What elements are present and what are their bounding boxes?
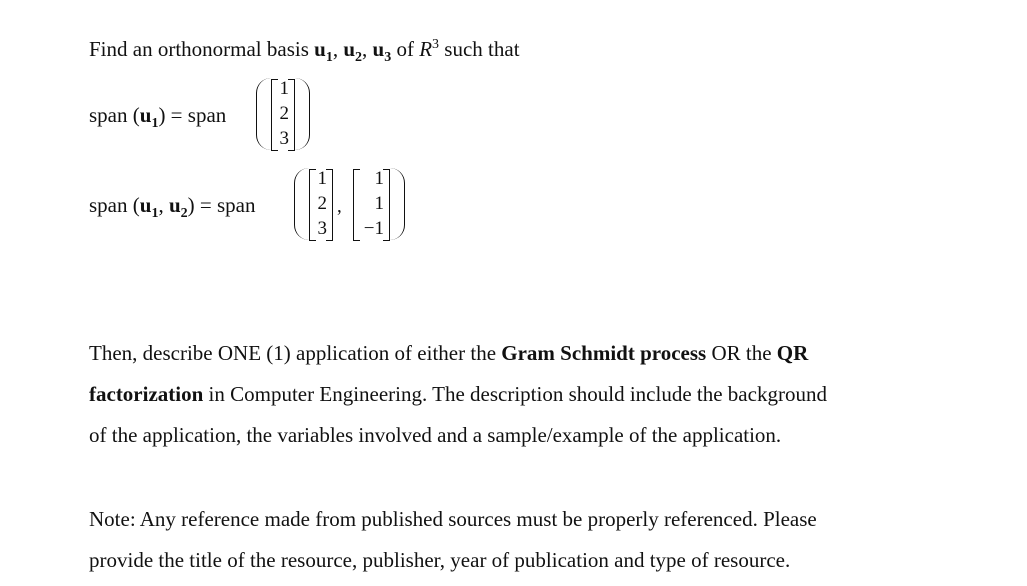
comma: , [337,196,342,217]
vector-u1: u [139,193,152,217]
paragraph-line [89,333,949,374]
separator: , [362,37,373,61]
question-text: such that [439,37,520,61]
right-bracket [326,169,333,241]
separator: , [332,37,344,61]
space-symbol: R [419,37,433,61]
equation-span-u1-u2 [89,166,489,246]
paragraph-text: in Computer Engineering. The description should include the background [203,382,827,406]
lhs-text: ) = span [187,193,256,217]
paragraph-line: provide the title of the resource, publisher, year of publication and type of resource. [89,548,791,572]
vector-u2: u [343,37,356,61]
emphasis-text: factorization [89,382,204,406]
lhs-text: ) = span [158,103,227,127]
paragraph-line: Note: Any reference made from published sources must be properly referenced. Please [89,507,817,531]
emphasis-text: Gram Schmidt process [501,341,707,365]
lhs-text: span ( [89,103,140,127]
vector-u2-subscript: 2 [355,50,363,65]
matrix-cell: 1 [374,168,384,189]
paragraph-line [89,374,949,415]
vector-u3-subscript: 3 [384,50,392,65]
matrix-cell: 2 [279,103,289,124]
vector-u1-subscript: 1 [325,50,333,65]
equation-lhs [89,193,256,221]
matrix-cell: 2 [317,193,327,214]
emphasis-text: QR [776,341,809,365]
application-paragraph [89,333,949,456]
paragraph-text: OR the [706,341,777,365]
matrix-cell: −1 [363,218,384,239]
question-line [89,36,520,65]
right-bracket [383,169,390,241]
space-exponent: 3 [432,37,440,52]
paragraph-line: of the application, the variables involved and a sample/example of the application. [89,423,782,447]
vector-u1: u [139,103,152,127]
equation-lhs [89,103,227,131]
matrix-cell: 1 [279,78,289,99]
separator: , [158,193,169,217]
right-parenthesis [295,78,310,150]
note-paragraph [89,499,949,581]
right-bracket [288,79,295,151]
vector-u2: u [168,193,181,217]
paragraph-text: Then, describe ONE (1) application of either the [89,341,502,365]
right-parenthesis [390,168,405,240]
left-parenthesis [294,168,309,240]
vector-u3: u [372,37,385,61]
matrix-cell: 3 [317,218,327,239]
vector-u2-subscript: 2 [180,206,188,221]
vector-u1: u [314,37,326,61]
matrix-cell: 3 [279,128,289,149]
lhs-text: span ( [89,193,140,217]
vector-u1-subscript: 1 [151,116,159,131]
matrix-cell: 1 [374,193,384,214]
question-text: of [391,37,420,61]
vector-u1-subscript: 1 [151,206,159,221]
equation-span-u1 [89,76,389,156]
question-text: Find an orthonormal basis [89,37,315,61]
left-parenthesis [256,78,271,150]
matrix-cell: 1 [317,168,327,189]
